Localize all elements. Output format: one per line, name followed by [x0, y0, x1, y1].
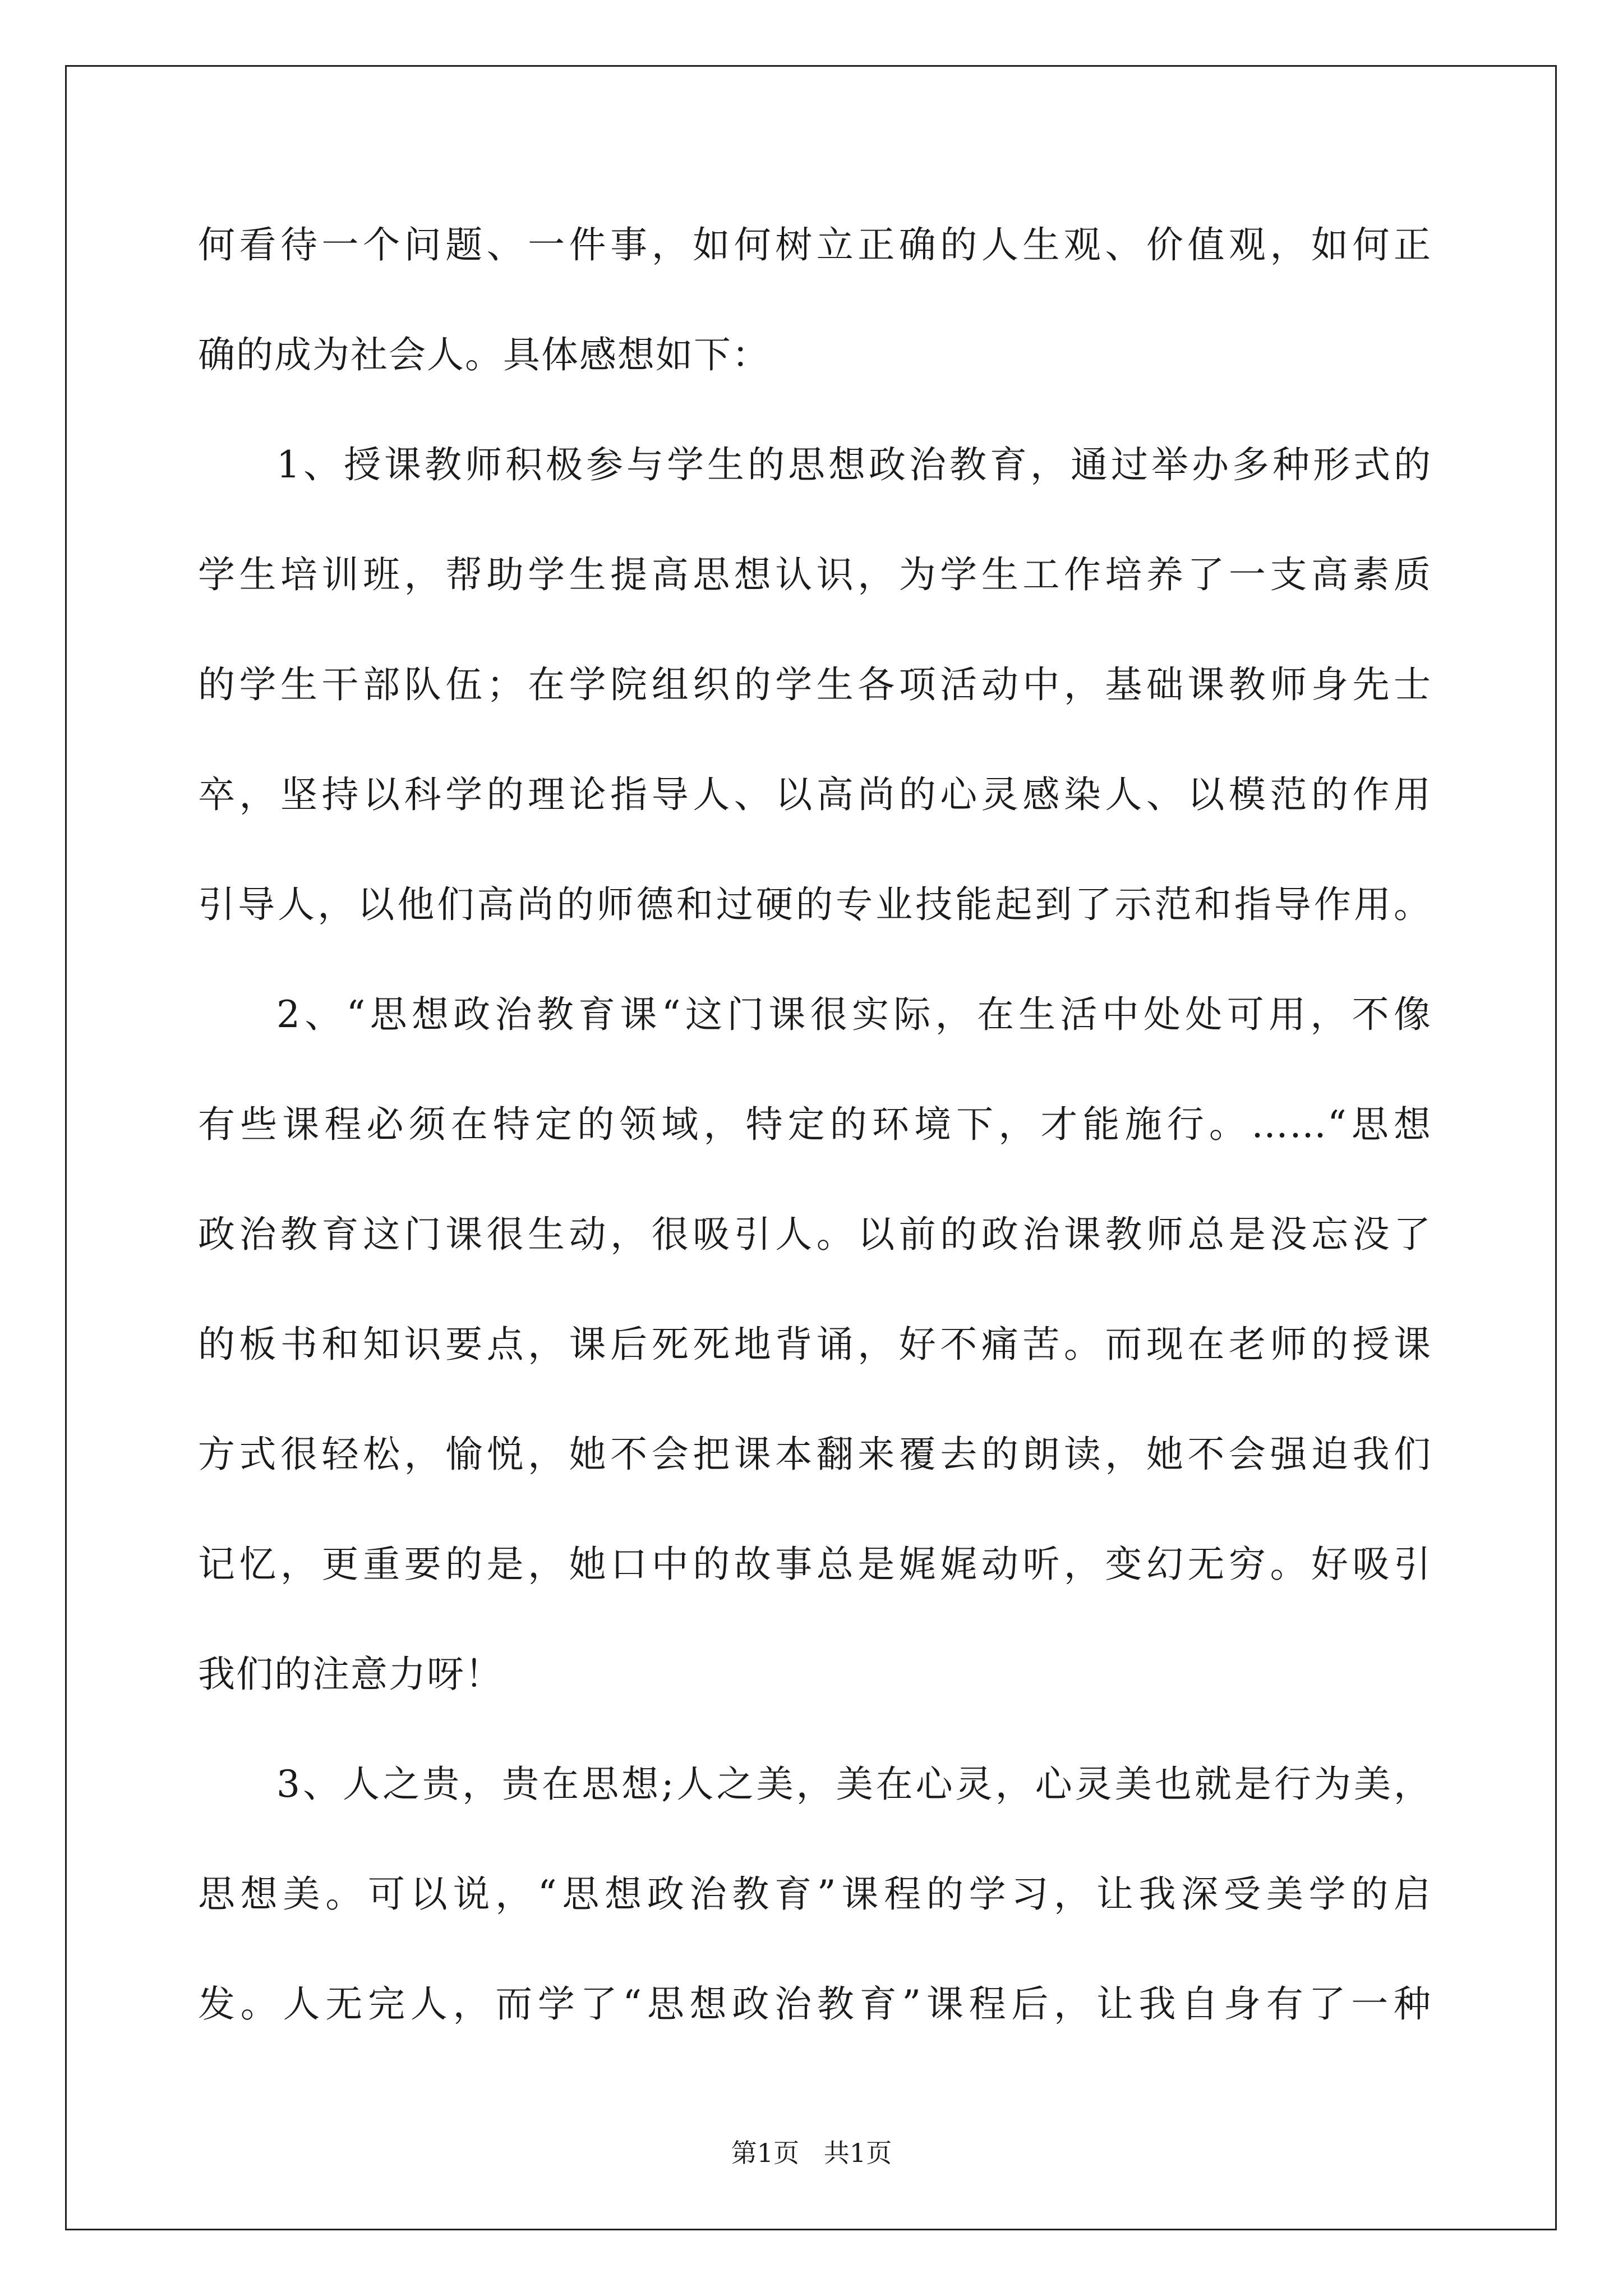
- document-body: [198, 211, 1432, 2081]
- text-line: 学生培训班，帮助学生提高思想认识，为学生工作培养了一支高素质: [198, 553, 1432, 596]
- text-line: 政治教育这门课很生动，很吸引人。以前的政治课教师总是没忘没了: [198, 1213, 1432, 1256]
- text-line: 思想美。可以说，“思想政治教育”课程的学习，让我深受美学的启: [198, 1872, 1432, 1916]
- paragraph-first-line: 3、人之贵，贵在思想;人之美，美在心灵，心灵美也就是行为美，: [276, 1763, 1432, 1806]
- text-line: 我们的注意力呀！: [198, 1653, 503, 1696]
- text-line: 何看待一个问题、一件事，如何树立正确的人生观、价值观，如何正: [198, 223, 1432, 266]
- text-line: 有些课程必须在特定的领域，特定的环境下，才能施行。……“思想: [198, 1103, 1432, 1146]
- text-line: 记忆，更重要的是，她口中的故事总是娓娓动听，变幻无穷。好吸引: [198, 1543, 1432, 1586]
- text-line: 卒，坚持以科学的理论指导人、以高尚的心灵感染人、以模范的作用: [198, 773, 1432, 816]
- text-line: 方式很轻松，愉悦，她不会把课本翻来覆去的朗读，她不会强迫我们: [198, 1433, 1432, 1476]
- page-number-footer: 第1页 共1页: [731, 2138, 892, 2168]
- paragraph-first-line: 1、授课教师积极参与学生的思想政治教育，通过举办多种形式的: [276, 443, 1432, 486]
- text-line: 引导人，以他们高尚的师德和过硬的专业技能起到了示范和指导作用。: [198, 883, 1432, 926]
- text-line: 的板书和知识要点，课后死死地背诵，好不痛苦。而现在老师的授课: [198, 1323, 1432, 1366]
- paragraph-first-line: 2、“思想政治教育课“这门课很实际，在生活中处处可用，不像: [276, 993, 1432, 1036]
- text-line: 发。人无完人，而学了“思想政治教育”课程后，让我自身有了一种: [198, 1982, 1432, 2026]
- text-line: 的学生干部队伍；在学院组织的学生各项活动中，基础课教师身先士: [198, 663, 1432, 706]
- text-line: 确的成为社会人。具体感想如下：: [198, 333, 770, 376]
